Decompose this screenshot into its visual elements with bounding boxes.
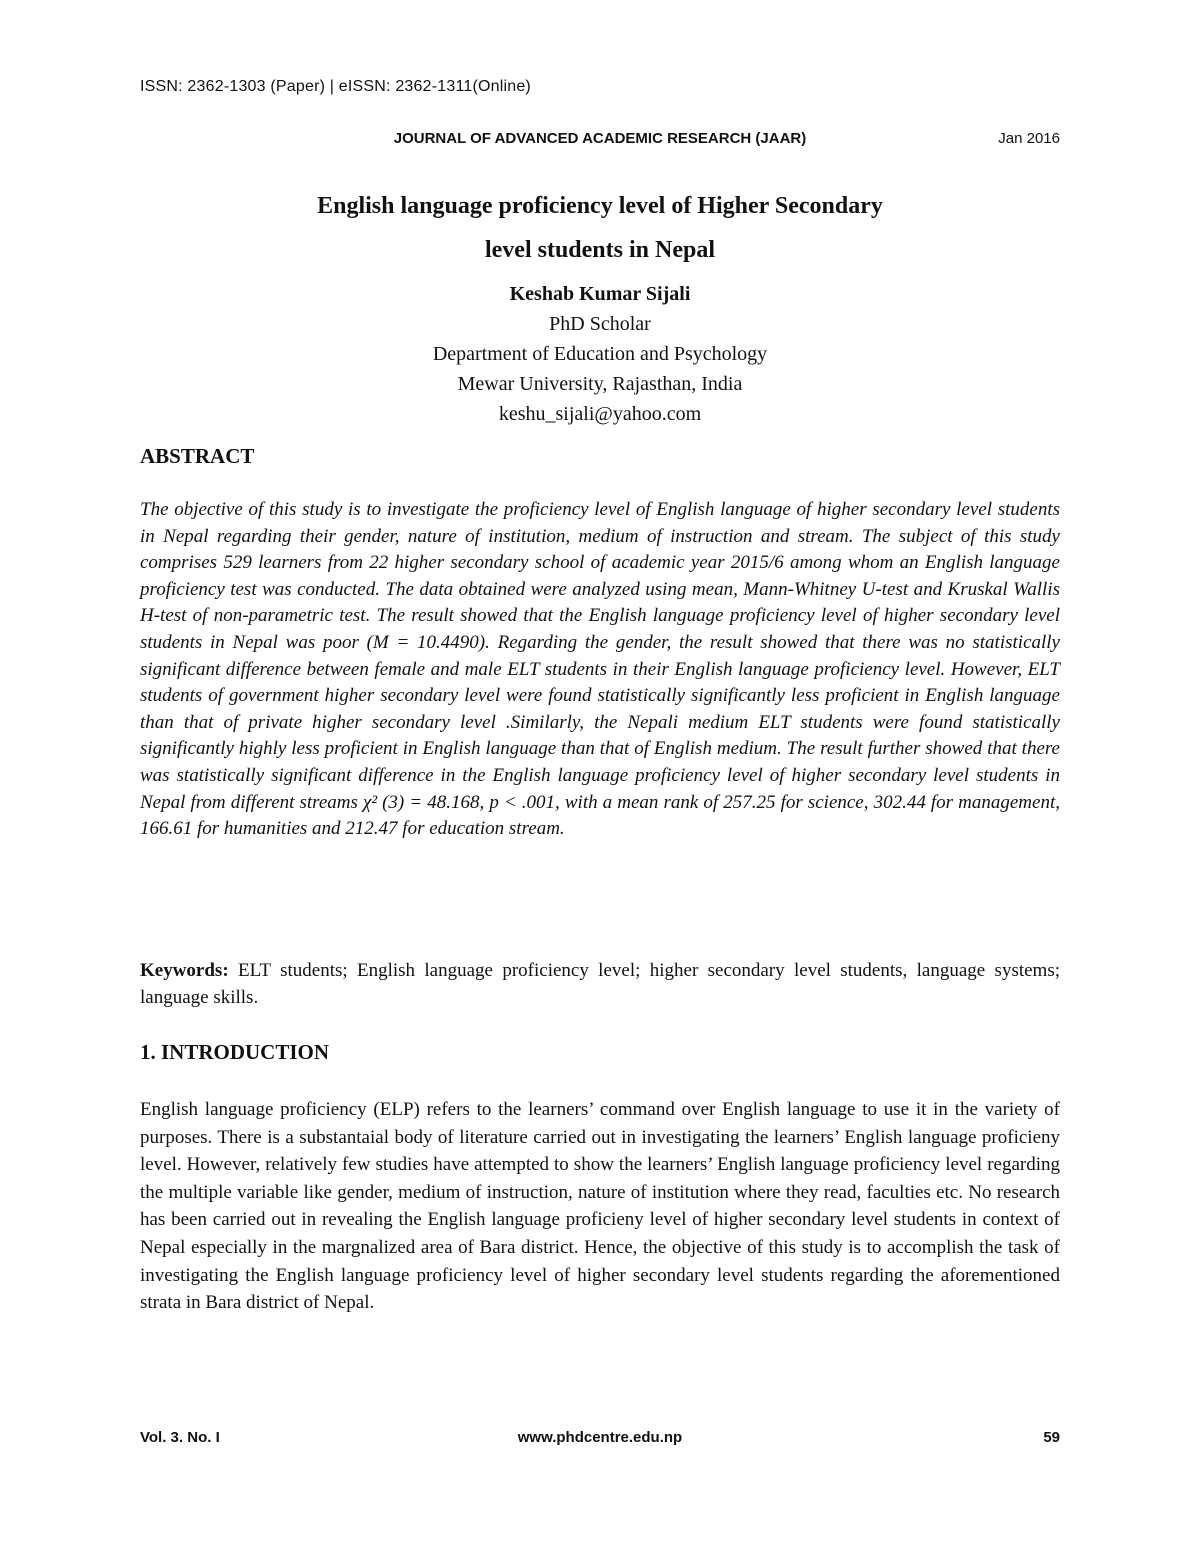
page-number: 59 <box>1043 1429 1060 1446</box>
keywords-paragraph <box>140 957 1060 1011</box>
introduction-body: English language proficiency (ELP) refers to the learners’ command over English language to use it in the variety of purposes. There is a substantaial body of literature carried out in investigating the learners’ English language proficieny level. However, relatively few studies have attempted to show the learners’ English language proficiency level regarding the multiple variable like gender, medium of instruction, nature of institution where they read, faculties etc. No research has been carried out in revealing the English language proficieny level of higher secondary level students in context of Nepal especially in the margnalized area of Bara district. Hence, the objective of this study is to accomplish the task of investigating the English language proficiency level of higher secondary level students regarding the aforementioned strata in Bara district of Nepal. <box>140 1099 1060 1314</box>
introduction-heading: 1. INTRODUCTION <box>140 1040 330 1064</box>
author-department: Department of Education and Psychology <box>432 343 768 365</box>
author-block <box>140 279 1060 429</box>
journal-name: JOURNAL OF ADVANCED ACADEMIC RESEARCH (JAAR) <box>393 130 807 147</box>
issue-date: Jan 2016 <box>998 130 1060 147</box>
author-email: keshu_sijali@yahoo.com <box>498 403 702 425</box>
author-position: PhD Scholar <box>549 313 651 335</box>
footer-website: www.phdcentre.edu.np <box>517 1429 683 1446</box>
footer-volume: Vol. 3. No. I <box>140 1429 220 1446</box>
abstract-body: The objective of this study is to investigate the proficiency level of English language of higher secondary level students in Nepal regarding their gender, nature of institution, medium of instruction and stream. The subject of this study comprises 529 learners from 22 higher secondary school of academic year 2015/6 among whom an English language proficiency test was conducted. The data obtained were analyzed using mean, Mann-Whitney U-test and Kruskal Wallis H-test of non-parametric test. The result showed that the English language proficiency level of higher secondary level students in Nepal was poor (M = 10.4490). Regarding the gender, the result showed that there was no statistically significant difference between female and male ELT students in their English language proficiency level. However, ELT students of government higher secondary level were found statistically significantly less proficient in English language than that of private higher secondary level .Similarly, the Nepali medium ELT students were found statistically significantly highly less proficient in English language than that of English medium. The result further showed that there was statistically significant difference in the English language proficiency level of higher secondary level students in Nepal from different streams χ² (3) = 48.168, p < .001, with a mean rank of 257.25 for science, 302.44 for management, 166.61 for humanities and 212.47 for education stream. <box>140 499 1060 840</box>
title-line-2: level students in Nepal <box>484 237 715 263</box>
author-university: Mewar University, Rajasthan, India <box>457 373 743 395</box>
author-name: Keshab Kumar Sijali <box>509 283 691 305</box>
title-line-1: English language proficiency level of Higher Secondary <box>317 193 883 219</box>
issn-line: ISSN: 2362-1303 (Paper) | eISSN: 2362-1311(Online) <box>140 78 531 95</box>
abstract-heading: ABSTRACT <box>140 444 255 468</box>
keywords-label: Keywords: <box>140 960 229 981</box>
article-title <box>140 184 1060 272</box>
page-footer <box>140 1429 1060 1451</box>
keywords-text: ELT students; English language proficiency level; higher secondary level students, language systems; language skills. <box>140 960 1061 1008</box>
